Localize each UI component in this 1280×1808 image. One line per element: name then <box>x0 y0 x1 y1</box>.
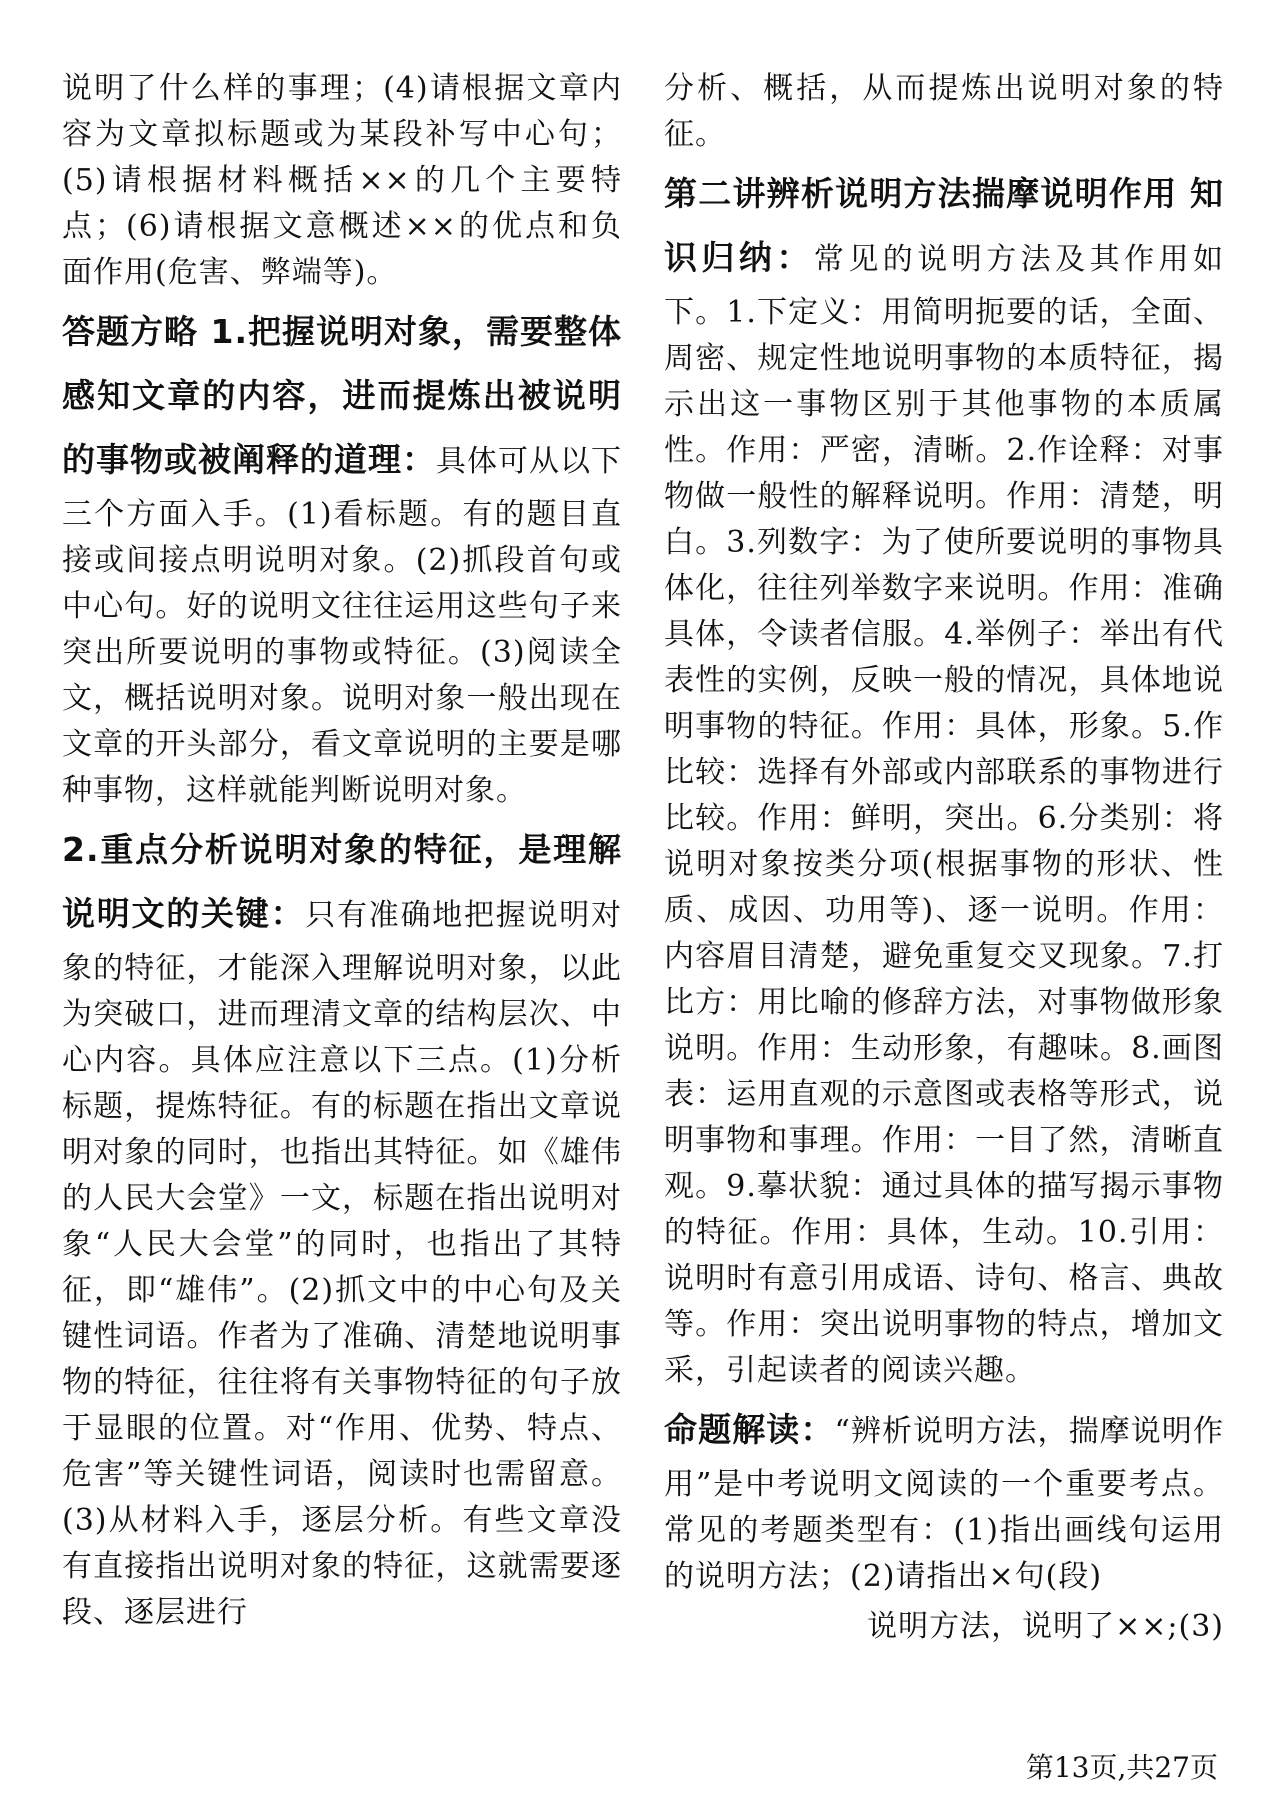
proposition-body: “辨析说明方法，揣摩说明作用”是中考说明文阅读的一个重要考点。常见的考题类型有：(1)指出画线句运用的说明方法；(2)请指出×句(段) <box>664 1414 1225 1594</box>
proposition-section <box>664 1398 1224 1600</box>
scan-fade-overlay <box>650 1672 870 1718</box>
continuation-paragraph: 分析、概括，从而提炼出说明对象的特征。 <box>664 71 1224 152</box>
strategy-2-body: 只有准确地把握说明对象的特征，才能深入理解说明对象，以此为突破口，进而理清文章的结构层次、中心内容。具体应注意以下三点。(1)分析标题，提炼特征。有的标题在指出文章说明对象的同时，也指出其特征。如《雄伟的人民大会堂》一文，标题在指出说明对象“人民大会堂”的同时，也指出了其特征，即“雄伟”。(2)抓文中的中心句及关键性词语。作者为了准确、清楚地说明事物的特征，往往将有关事物特征的句子放于显眼的位置。对“作用、优势、特点、危害”等关键性词语，阅读时也需留意。(3)从材料入手，逐层分析。有些文章没有直接指出说明对象的特征，这就需要逐段、逐层进行 <box>62 898 622 1630</box>
lecture-2-section <box>664 162 1224 1394</box>
strategy-section-2 <box>62 818 622 1636</box>
lecture-2-heading: 第二讲辨析说明方法揣摩说明作用 知识归纳： <box>664 174 1224 277</box>
page-number: 第13页,共27页 <box>1025 1751 1218 1784</box>
lecture-2-body: 常见的说明方法及其作用如下。1.下定义：用简明扼要的话，全面、周密、规定性地说明事物的本质特征，揭示出这一事物区别于其他事物的本质属性。作用：严密，清晰。2.作诠释：对事物做一般性的解释说明。作用：清楚，明白。3.列数字：为了使所要说明的事物具体化，往往列举数字来说明。作用：准确具体，令读者信服。4.举例子：举出有代表性的实例，反映一般的情况，具体地说明事物的特征。作用：具体，形象。5.作比较：选择有外部或内部联系的事物进行比较。作用：鲜明，突出。6.分类别：将说明对象按类分项(根据事物的形状、性质、成因、功用等)、逐一说明。作用：内容眉目清楚，避免重复交叉现象。7.打比方：用比喻的修辞方法，对事物做形象说明。作用：生动形象，有趣味。8.画图表：运用直观的示意图或表格等形式，说明事物和事理。作用：一目了然，清晰直观。9.摹状貌：通过具体的描写揭示事物的特征。作用：具体，生动。10.引用：说明时有意引用成语、诗句、格言、典故等。作用：突出说明事物的特点，增加文采，引起读者的阅读兴趣。 <box>664 242 1225 1388</box>
strategy-2-heading: 2.重点分析说明对象的特征，是理解说明文的关键： <box>62 830 622 933</box>
question-types-paragraph: 说明了什么样的事理；(4)请根据文章内容为文章拟标题或为某段补写中心句；(5)请根据材料概括××的几个主要特点；(6)请根据文意概述××的优点和负面作用(危害、弊端等)。 <box>62 71 622 290</box>
right-column <box>664 66 1224 1650</box>
proposition-heading: 命题解读： <box>664 1410 835 1449</box>
proposition-tail: 说明方法，说明了××;(3) <box>867 1609 1224 1644</box>
strategy-section-1 <box>62 300 622 814</box>
strategy-1-body: 具体可从以下三个方面入手。(1)看标题。有的题目直接或间接点明说明对象。(2)抓段首句或中心句。好的说明文往往运用这些句子来突出所要说明的事物或特征。(3)阅读全文，概括说明对象。说明对象一般出现在文章的开头部分，看文章说明的主要是哪种事物，这样就能判断说明对象。 <box>62 444 622 808</box>
left-column <box>62 66 622 1640</box>
strategy-1-heading: 答题方略 1.把握说明对象，需要整体感知文章的内容，进而提炼出被说明的事物或被阐释的道理： <box>62 312 622 479</box>
